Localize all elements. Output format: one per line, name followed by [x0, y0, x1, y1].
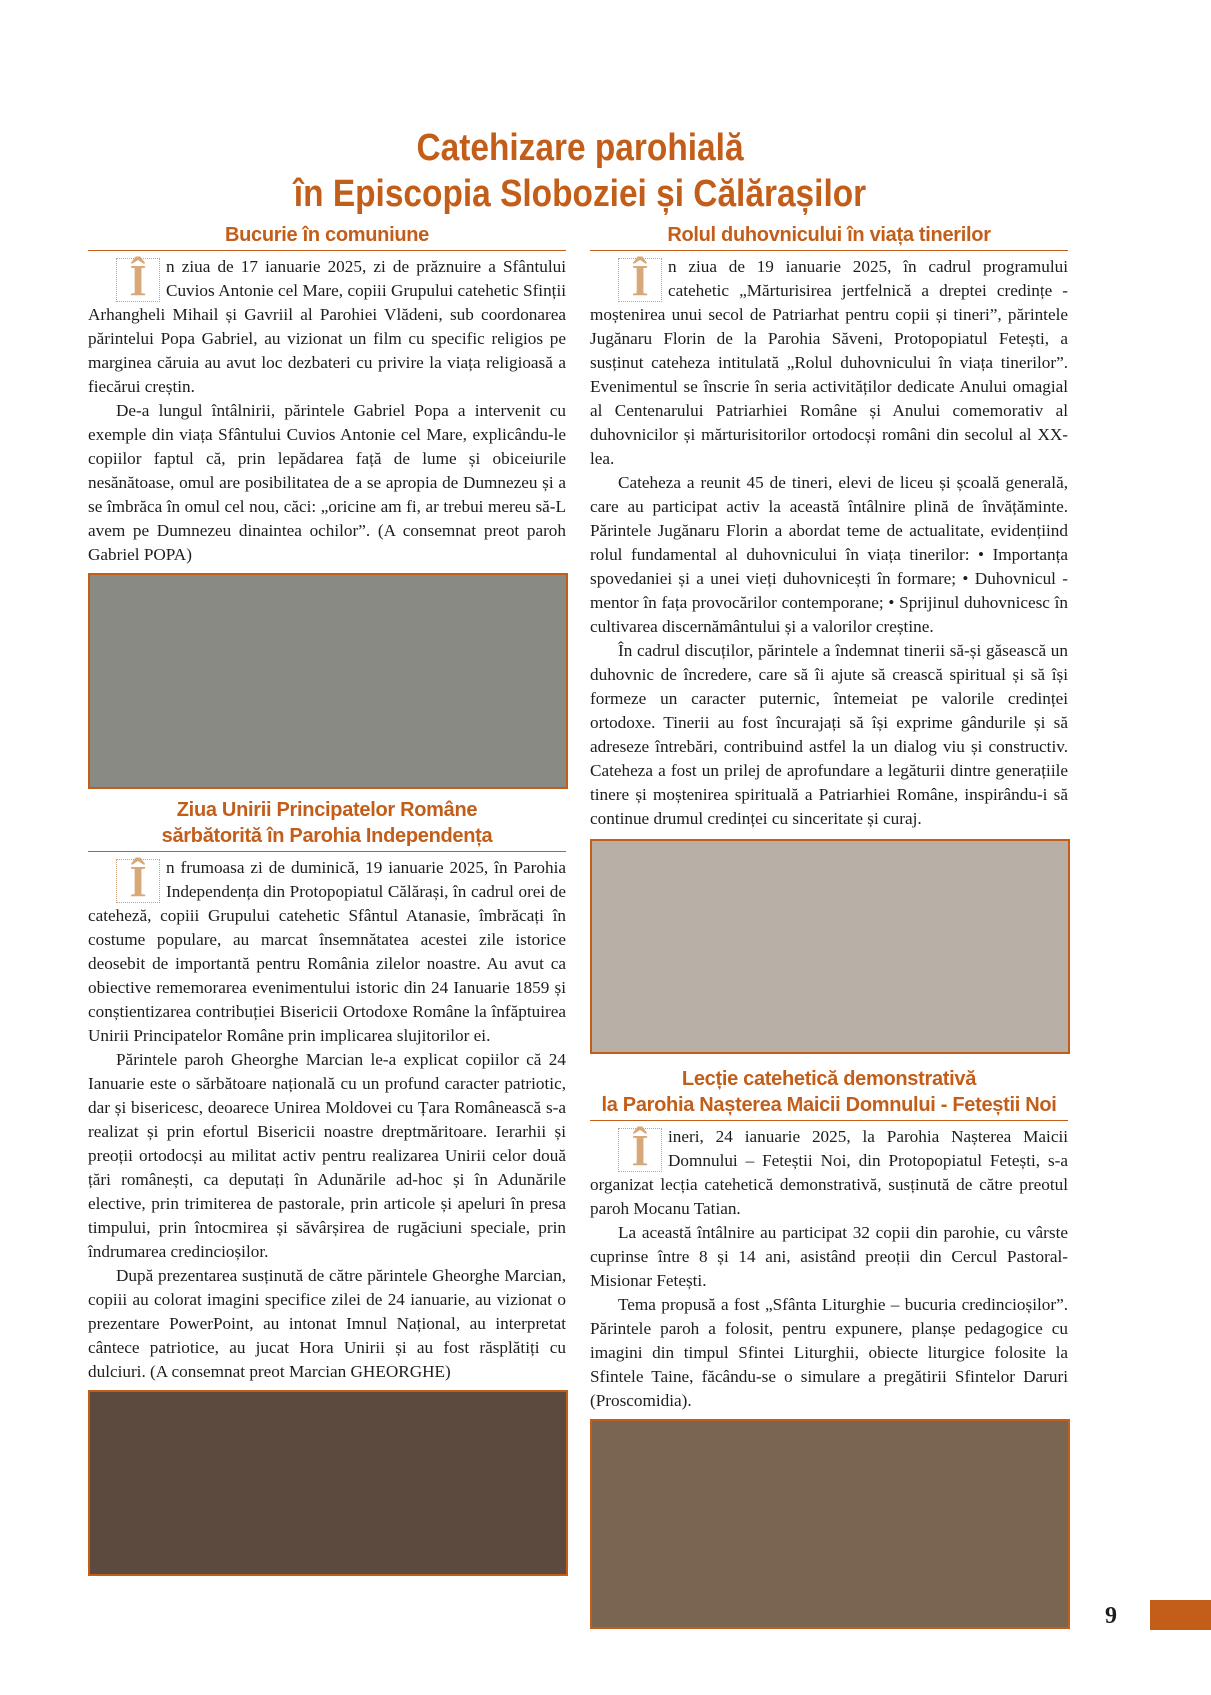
article-paragraph: Tema propusă a fost „Sfânta Liturghie – bucuria credincioșilor”. Părintele paroh a folosit, pentru expunere, planșe pedagogice cu imagini din timpul Sfintei Liturghii, obiecte liturgice folosite la Sfintele Taine, făcându-se o simulare a pregătirii Sfintelor Daruri (Proscomidia).: [590, 1295, 1068, 1410]
drop-cap: Î: [618, 258, 662, 302]
article-paragraph: De-a lungul întâlnirii, părintele Gabriel Popa a intervenit cu exemple din viața Sfântului Cuvios Antonie cel Mare, explicându-le copiilor faptul că, prin lepădarea față de lume și obiceiurile nesănătoase, omul are posibilitatea de a se apropia de Dumnezeu și a se îmbrăca în omul cel nou, căci: „oricine am fi, ar trebui mereu să-L avem pe Dumnezeu dinaintea ochilor”. (A consemnat preot paroh Gabriel POPA): [88, 401, 566, 564]
drop-cap: Î: [116, 258, 160, 302]
article-paragraph: Î n ziua de 17 ianuarie 2025, zi de prăznuire a Sfântului Cuvios Antonie cel Mare, copiii Grupului catehetic Sfinții Arhangheli Mihail și Gavriil al Parohiei Vlădeni, sub coordonarea părintelui Popa Gabriel, au vizionat un film cu specific religios pe marginea căruia au avut loc dezbateri cu privire la viața religioasă a fiecărui creștin.: [88, 256, 566, 396]
page-number: 9: [1105, 1603, 1117, 1629]
drop-cap: Î: [618, 1128, 662, 1172]
section-heading-duhovnic: Rolul duhovnicului în viața tinerilor: [590, 222, 1068, 251]
article-paragraph: În cadrul discuților, părintele a îndemnat tinerii să-și găsească un duhovnic de încredere, care să îi ajute să crească spiritual și să își formeze un caracter puternic, întemeiat pe valorile credinței ortodoxe. Tinerii au fost încurajați să își exprime gândurile și să adreseze întrebări, contribuind astfel la un dialog viu și constructiv. Cateheza a fost un prilej de aprofundare a legăturii dintre generațiile tinere și moștenirea spirituală a Patriarhiei Române, inspirându-i să continue drumul credinței cu sinceritate și curaj.: [590, 641, 1068, 828]
page-title-line-1: Catehizare parohială: [416, 127, 744, 169]
photo-church-interior-group: [590, 1419, 1070, 1629]
photo-youth-meeting-hall: [590, 839, 1070, 1054]
photo-children-classroom: [88, 573, 568, 789]
article-paragraph: Î ineri, 24 ianuarie 2025, la Parohia Nașterea Maicii Domnului – Feteștii Noi, din Protopopiatul Fetești, s-a organizat lecția catehetică demonstrativă, susținută de către preotul paroh Mocanu Tatian.: [590, 1126, 1068, 1218]
section-heading-bucurie: Bucurie în comuniune: [88, 222, 566, 251]
drop-cap: Î: [116, 859, 160, 903]
photo-children-folk-costumes: [88, 1390, 568, 1576]
article-paragraph: Î n ziua de 19 ianuarie 2025, în cadrul programului catehetic „Mărturisirea jertfelnică a dreptei credințe - moștenirea unui secol de Patriarhat pentru copii și tineri”, părintele Jugănaru Florin de la Parohia Săveni, Protopopiatul Fetești, a susținut cateheza intitulată „Rolul duhovnicului în viața tinerilor”. Evenimentul se înscrie în seria activităților dedicate Anului omagial al Centenarului Patriarhiei Române și Anului comemorativ al duhovnicilor și mărturisitorilor ortodocși români din secolul al XX-lea.: [590, 256, 1068, 468]
page-edge-tab: [1150, 1600, 1211, 1630]
section-heading-unire: Ziua Unirii Principatelor Române sărbătorită în Parohia Independența: [88, 797, 566, 852]
article-paragraph: După prezentarea susținută de către părintele Gheorghe Marcian, copiii au colorat imagini specifice zilei de 24 ianuarie, au vizionat o prezentare PowerPoint, au intonat Imnul Național, au interpretat cântece patriotice, au jucat Hora Unirii și au fost răsplătiți cu dulciuri. (A consemnat preot Marcian GHEORGHE): [88, 1266, 566, 1381]
right-column: [590, 222, 1068, 1629]
left-column: [88, 222, 566, 1576]
article-paragraph: Î n frumoasa zi de duminică, 19 ianuarie 2025, în Parohia Independența din Protopopiatul Călărași, în cadrul orei de cateheză, copiii Grupului catehetic Sfântul Atanasie, îmbrăcați în costume populare, au marcat însemnătatea acestei zile istorice deosebit de importantă pentru România zilelor noastre. Au avut ca obiective rememorarea evenimentului istoric din 24 Ianuarie 1859 și conștientizarea contribuției Bisericii Ortodoxe Române la înfăptuirea Unirii Principatelor Române prin implicarea slujitorilor ei.: [88, 857, 566, 1045]
article-paragraph: Părintele paroh Gheorghe Marcian le-a explicat copiilor că 24 Ianuarie este o sărbătoare națională cu un profund caracter patriotic, dar și bisericesc, deoarece Unirea Moldovei cu Țara Românească s-a realizat și prin efortul Bisericii noastre dreptmăritoare. Ierarhii și preoții ortodocși au militat activ pentru realizarea Unirii celor două țări românești, ca deputați în Adunările ad-hoc și în Adunările elective, prin trimiterea de pastorale, prin articole și apeluri în presa timpului, prin întocmirea și săvârșirea de rugăciuni speciale, prin îndrumarea credincioșilor.: [88, 1050, 566, 1261]
article-paragraph: La această întâlnire au participat 32 copii din parohie, cu vârste cuprinse între 8 și 14 ani, asistând preoții din Cercul Pastoral-Misionar Fetești.: [590, 1223, 1068, 1290]
page-title-line-2: în Episcopia Sloboziei și Călărașilor: [293, 173, 867, 215]
section-heading-lectie: Lecție catehetică demonstrativă la Parohia Nașterea Maicii Domnului - Feteștii Noi: [590, 1066, 1068, 1121]
article-paragraph: Cateheza a reunit 45 de tineri, elevi de liceu și școală generală, care au participat activ la această întâlnire plină de învățăminte. Părintele Jugănaru Florin a abordat teme de actualitate, evidențiind rolul fundamental al duhovnicului în viața tinerilor: • Importanța spovedaniei și a unei vieți duhovnicești în formare; • Duhovnicul - mentor în fața provocărilor contemporane; • Sprijinul duhovnicesc în cultivarea discernământului și a valorilor creștine.: [590, 473, 1068, 636]
